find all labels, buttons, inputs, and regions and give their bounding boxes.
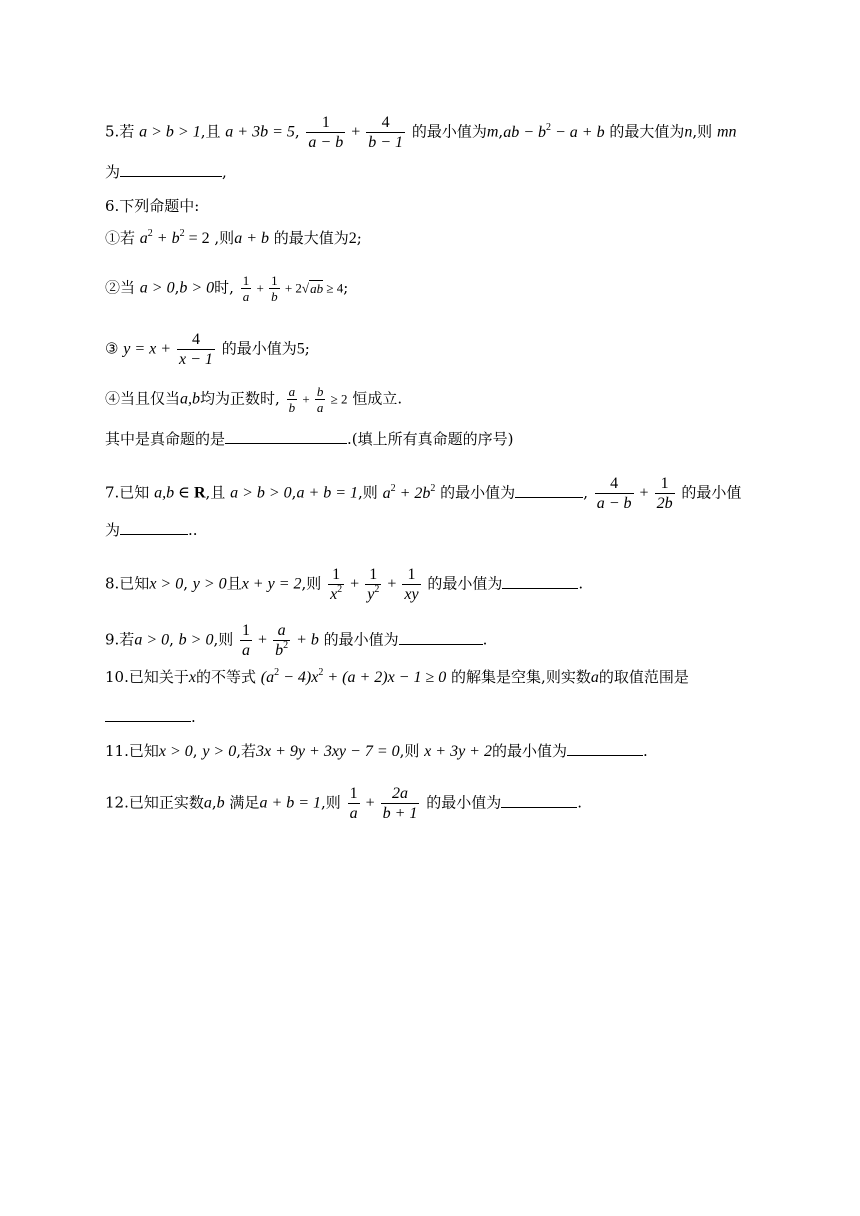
fraction: $\frac{1}{2b}$ [656,475,673,512]
math-constraint: a + 3b = 5 [225,123,295,141]
fraction: $\frac{a}{b^2}$ [275,622,289,659]
question-8: 8.已知x > 0, y > 0且x + y = 2,则 $\frac{1}{x^2}$ + $\frac{1}{y^2}$ + $\frac{1}{xy}$ 的最小值为 . [105,566,584,603]
question-5-line-1: 5.若 a > b > 1,且 a + 3b = 5, $\frac{1}{a - b}$ + $\frac{4}{b - 1}$ 的最小值为$m,ab - b^2 - a + b$ 的最大值为n,则 mn [105,114,737,151]
sqrt-expression: √ab [301,280,324,296]
fraction: $\frac{4}{x - 1}$ [179,331,213,368]
question-5-line-2: 为 , [105,163,227,181]
question-7-line-2: 为 .. [105,521,198,539]
question-11: 11.已知x > 0, y > 0,若3x + 9y + 3xy − 7 = 0,则 x + 3y + 2的最小值为 . [105,742,648,760]
answer-blank [225,429,347,444]
math-expression: ab − $b^2 - a + b$ [503,121,605,141]
answer-blank [120,520,188,535]
fraction: $\frac{1}{xy}$ [404,566,419,603]
math-condition: a > b > 1 [139,123,201,141]
question-7-line-1: 7.已知 a,b ∈ R,且 a > b > 0,a + b = 1,则 $a^2 + 2b^2$ 的最小值为 , $\frac{4}{a - b}$ + $\frac{1}{2b}$ 的最小值 [105,475,742,512]
answer-blank [502,574,578,589]
math-expression: a,b ∈ R [154,484,206,502]
fraction: $\frac{b}{a}$ [316,384,324,415]
question-6-statement-2: ②当 a > 0,b > 0时, $\frac{1}{a}$ + $\frac{1}{b}$ + 2√ab ≥ 4; [105,273,349,304]
question-10-line-2: . [105,707,196,727]
question-10-line-1: 10.已知关于x的不等式 $(a^2 - 4)x^2 + (a + 2)x - 1 \ge 0$ 的解集是空集,则实数a的取值范围是 [105,667,689,686]
question-6-statement-3: ③ y = x + $\frac{4}{x - 1}$ 的最小值为5; [105,331,310,368]
question-number: 5. [105,122,120,141]
answer-blank [501,793,577,808]
math-inequality: $(a^2 - 4)x^2 + (a + 2)x - 1 \ge 0$ [260,667,447,686]
answer-blank [567,741,643,756]
fraction: $\frac{1}{y^2}$ [367,566,380,603]
fraction: $\frac{1}{a - b}$ [308,114,344,151]
math-expression: $a^2 + b^2 = 2$ [139,228,210,247]
fraction: $\frac{1}{a}$ [349,785,358,822]
question-6-intro: 6.下列命题中: [105,197,200,215]
fraction: $\frac{4}{a - b}$ [596,475,632,512]
question-6-statement-1: ①若 $a^2 + b^2 = 2$ ,则a + b 的最大值为2; [105,228,362,247]
fraction: $\frac{1}{x^2}$ [330,566,343,603]
math-expression: $a^2 + 2b^2$ [382,482,436,502]
fraction: $\frac{4}{b - 1}$ [368,114,404,151]
question-12: 12.已知正实数a,b 满足a + b = 1,则 $\frac{1}{a}$ + $\frac{2a}{b + 1}$ 的最小值为 . [105,785,582,822]
question-6-ask: 其中是真命题的是 .(填上所有真命题的序号) [105,430,514,448]
answer-blank [515,483,583,498]
fraction: $\frac{1}{b}$ [271,273,278,304]
fraction: $\frac{a}{b}$ [288,384,296,415]
question-9: 9.若a > 0, b > 0,则 $\frac{1}{a}$ + $\frac{a}{b^2}$ + b 的最小值为 . [105,622,488,659]
answer-blank [120,162,222,177]
answer-blank [399,630,483,645]
fraction: $\frac{2a}{b + 1}$ [382,785,418,822]
answer-blank [105,707,191,722]
fraction: $\frac{1}{a}$ [242,622,251,659]
fraction: $\frac{1}{a}$ [242,273,250,304]
question-6-statement-4: ④当且仅当a,b均为正数时, $\frac{a}{b}$ + $\frac{b}{a}$ ≥ 2 恒成立. [105,384,403,415]
